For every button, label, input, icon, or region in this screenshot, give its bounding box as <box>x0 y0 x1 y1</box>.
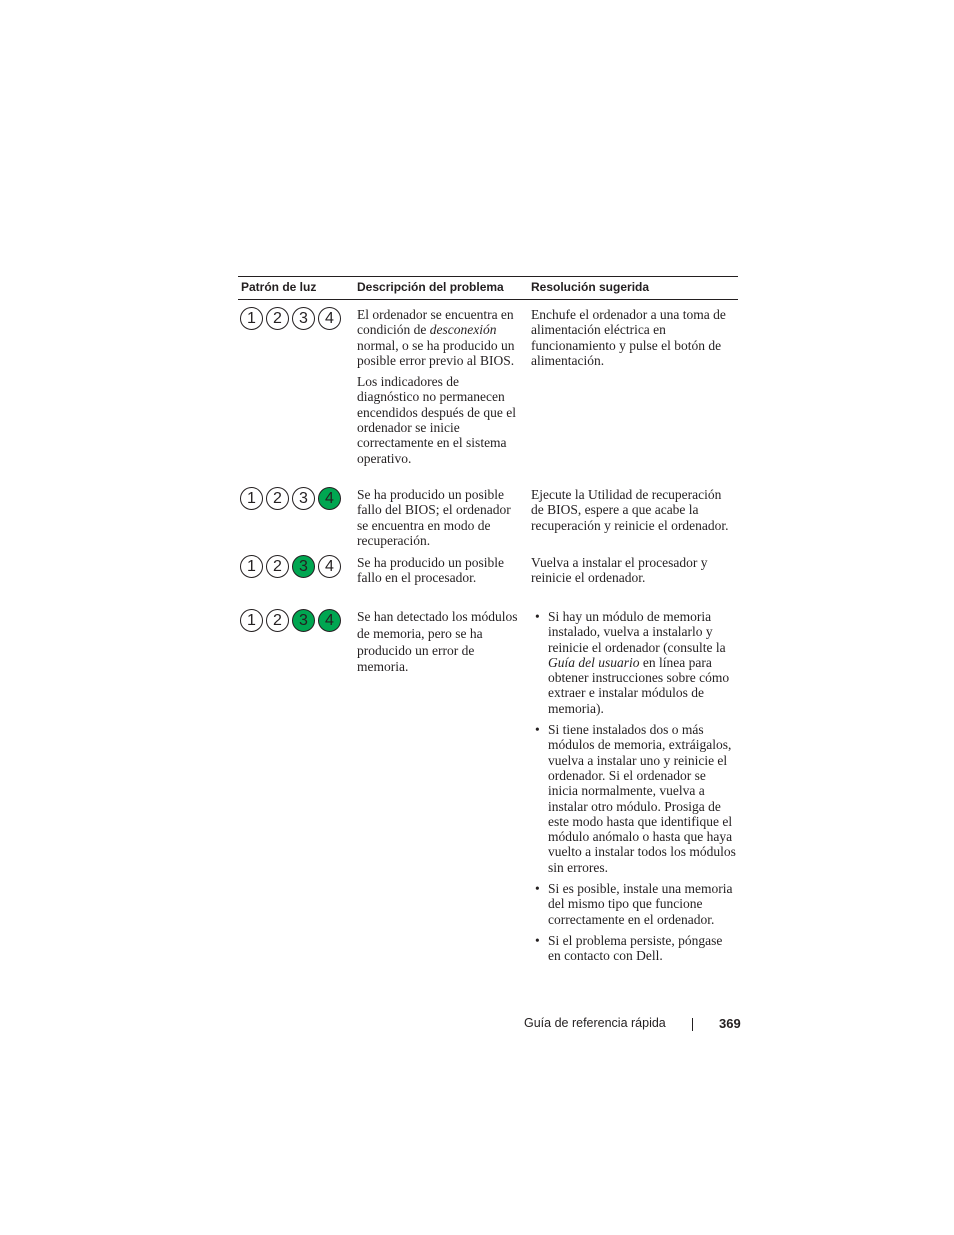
problem-description <box>357 555 523 586</box>
led-indicator-1: 1 <box>240 487 263 510</box>
page-footer <box>0 1016 954 1036</box>
resolution-text: en línea para obtener instrucciones sobre cómo extraer e instalar módulos de memoria). <box>548 654 730 716</box>
resolution-emphasis: Guía del usuario <box>548 654 640 670</box>
problem-description <box>357 307 523 466</box>
led-indicator-3: 3 <box>292 307 315 330</box>
problem-description <box>357 609 523 676</box>
description-paragraph: Se han detectado los módulos de memoria, pero se ha producido un error de memoria. <box>357 609 518 675</box>
description-paragraph: Se ha producido un posible fallo del BIOS; el ordenador se encuentra en modo de recuperación. <box>357 487 511 548</box>
led-indicator-3: 3 <box>292 487 315 510</box>
description-paragraph <box>357 307 523 368</box>
led-indicator-2: 2 <box>266 307 289 330</box>
list-item: • Si es posible, instale una memoria del mismo tipo que funcione correctamente en el ordenador. <box>531 881 736 927</box>
resolution-text: Enchufe el ordenador a una toma de alimentación eléctrica en funcionamiento y pulse el botón de alimentación. <box>531 307 726 368</box>
suggested-resolution <box>531 555 736 586</box>
diagnostic-lights-table <box>238 276 738 964</box>
footer-title: Guía de referencia rápida <box>524 1016 666 1030</box>
led-indicator-4: 4 <box>318 487 341 510</box>
header-problem-description: Descripción del problema <box>357 280 504 294</box>
resolution-text: Vuelva a instalar el procesador y reinicie el ordenador. <box>531 555 708 586</box>
led-indicator-4: 4 <box>318 609 341 632</box>
led-indicator-1: 1 <box>240 555 263 578</box>
suggested-resolution <box>531 487 736 533</box>
led-indicator-4: 4 <box>318 307 341 330</box>
resolution-text: Si hay un módulo de memoria instalado, vuelva a instalarlo y reinicie el ordenador (consulte la <box>548 609 726 655</box>
light-pattern <box>240 609 341 632</box>
list-item: • Si el problema persiste, póngase en contacto con Dell. <box>531 933 736 964</box>
footer-divider <box>692 1018 693 1031</box>
led-indicator-2: 2 <box>266 609 289 632</box>
header-suggested-resolution: Resolución sugerida <box>531 280 650 294</box>
description-text: normal, o se ha producido un posible error previo al BIOS. <box>357 337 515 368</box>
description-paragraph: Se ha producido un posible fallo en el procesador. <box>357 555 504 586</box>
problem-description <box>357 487 523 548</box>
light-pattern <box>240 487 341 510</box>
table-header <box>238 276 738 300</box>
led-indicator-2: 2 <box>266 555 289 578</box>
list-item <box>531 609 736 716</box>
description-emphasis: desconexión <box>429 322 497 338</box>
page-number: 369 <box>719 1016 741 1031</box>
led-indicator-3: 3 <box>292 555 315 578</box>
light-pattern <box>240 555 341 578</box>
led-indicator-1: 1 <box>240 307 263 330</box>
resolution-text: Ejecute la Utilidad de recuperación de BIOS, espere a que acabe la recuperación y reinicie el ordenador. <box>531 487 729 533</box>
suggested-resolution <box>531 307 736 368</box>
led-indicator-3: 3 <box>292 609 315 632</box>
led-indicator-2: 2 <box>266 487 289 510</box>
description-paragraph: Los indicadores de diagnóstico no permanecen encendidos después de que el ordenador se inicie correctamente en el sistema operativo. <box>357 374 516 466</box>
light-pattern <box>240 307 341 330</box>
description-text: El ordenador se encuentra en condición de <box>357 307 514 338</box>
list-item: • Si tiene instalados dos o más módulos de memoria, extráigalos, vuelva a instalar uno y reinicie el ordenador. Si el ordenador se inicia normalmente, vuelva a instalar otro módulo. Prosiga de este modo hasta que identifique el módulo anómalo o hasta que haya vuelto a instalar todos los módulos sin errores. <box>531 722 736 875</box>
suggested-resolution <box>531 609 736 970</box>
resolution-list <box>531 609 736 964</box>
header-light-pattern: Patrón de luz <box>241 280 317 294</box>
led-indicator-4: 4 <box>318 555 341 578</box>
led-indicator-1: 1 <box>240 609 263 632</box>
